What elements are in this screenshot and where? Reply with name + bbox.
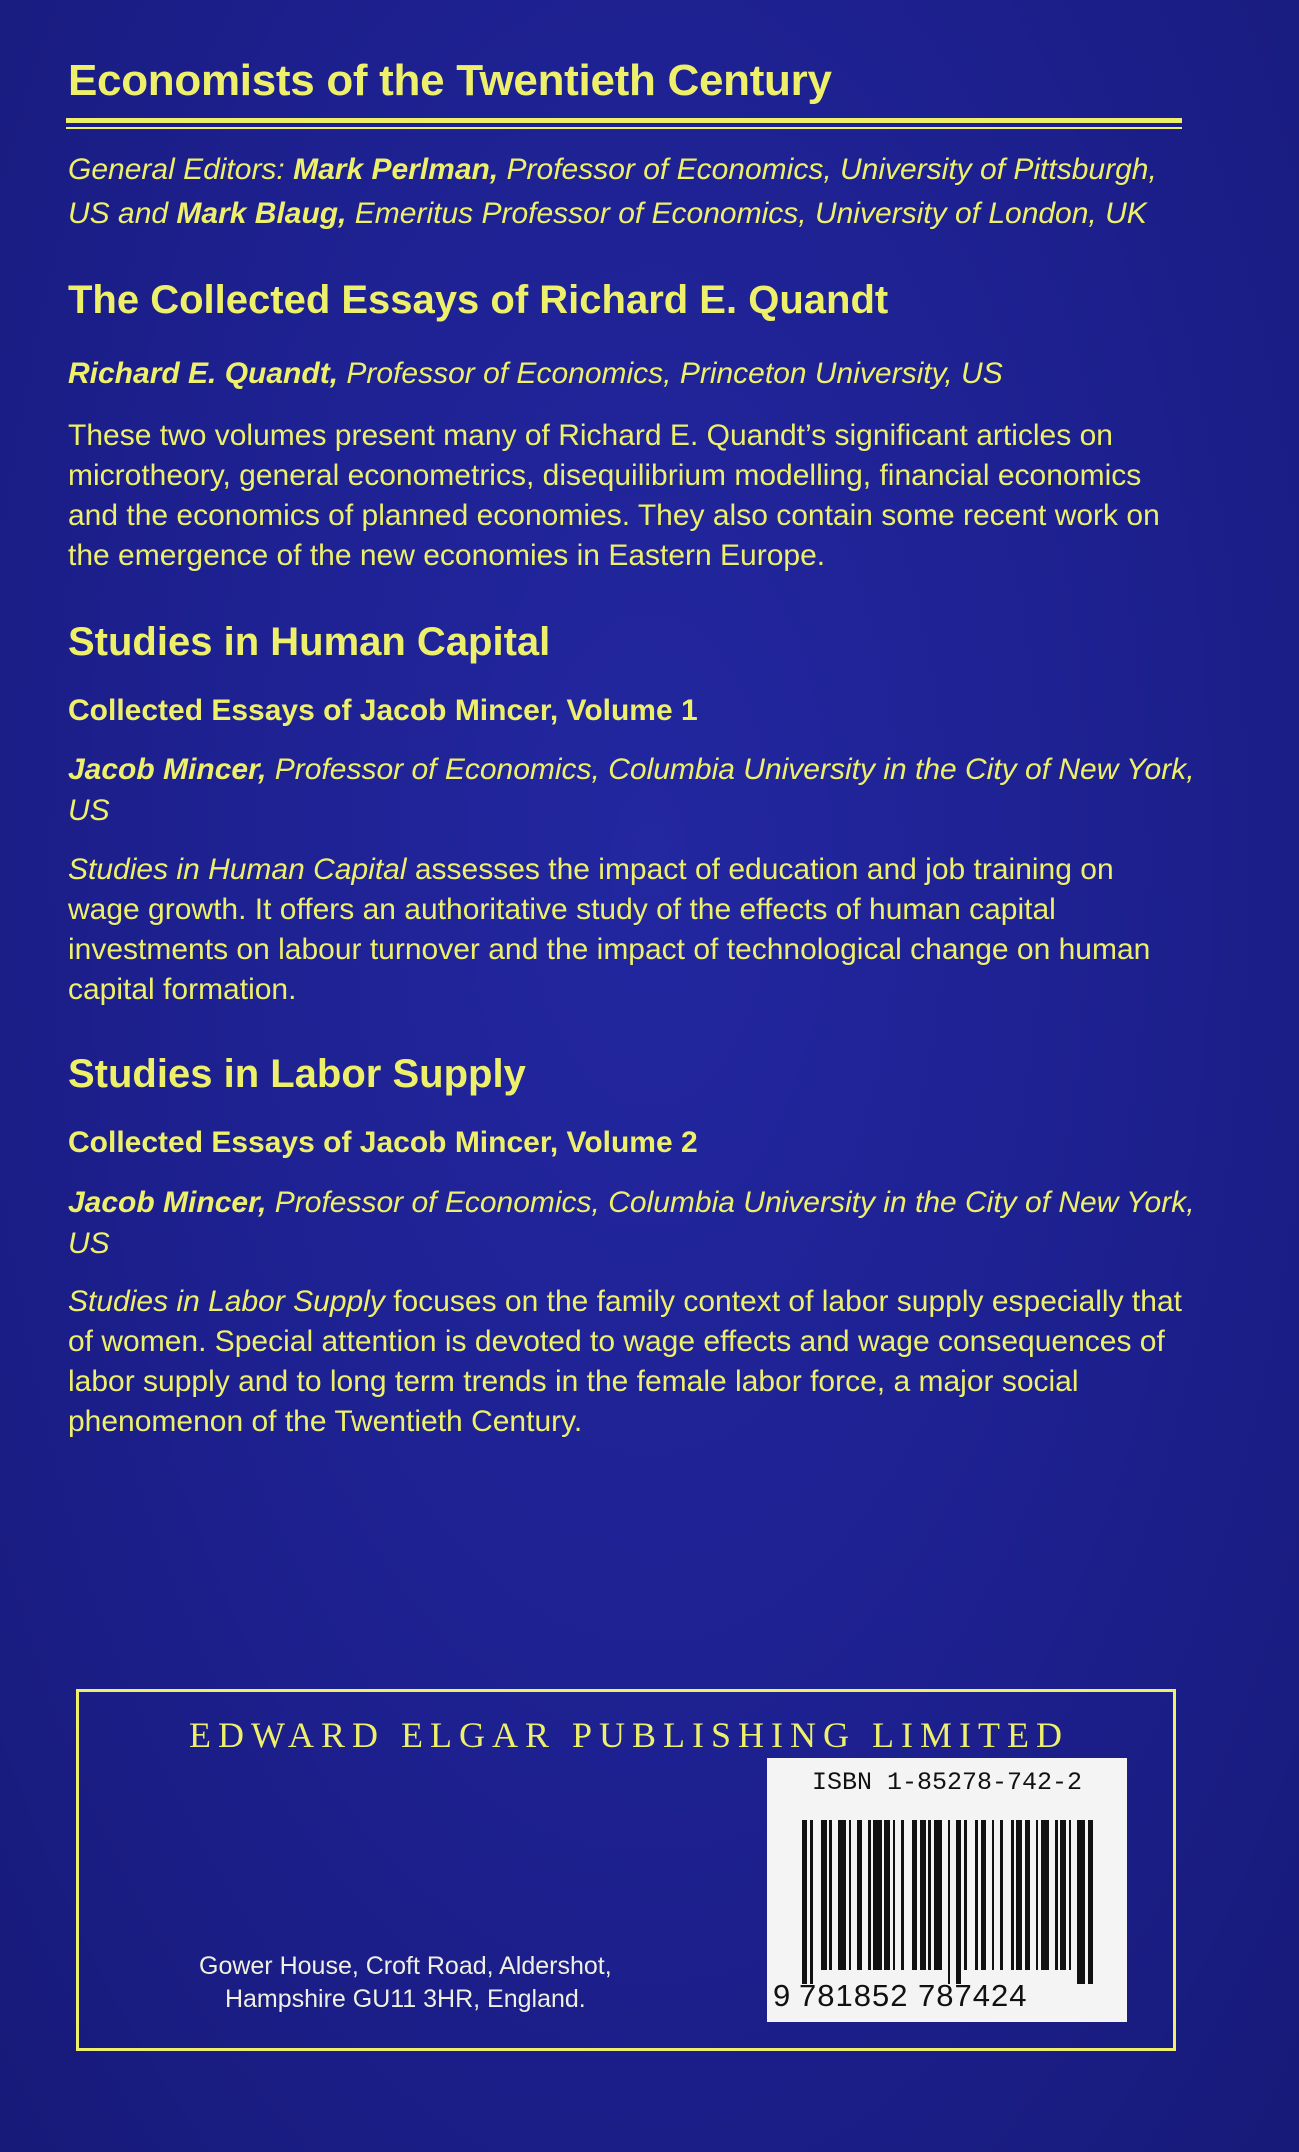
barcode-bar <box>992 1820 995 1970</box>
barcode-bar <box>893 1820 896 1970</box>
barcode-bar <box>1077 1820 1085 1984</box>
barcode-bar <box>1025 1820 1030 1970</box>
barcode-bar <box>901 1820 904 1970</box>
barcode-bar <box>838 1820 846 1970</box>
book-author <box>68 353 1198 394</box>
author-name: Jacob Mincer, <box>68 1186 267 1219</box>
description-text: focuses on the family context of labor supply especially that of women. Special attention is devoted to wage effects and wage consequences of labor supply and to long term trends in the female labor force, a major social phenomenon of the Twentieth Century. <box>68 1285 1182 1438</box>
barcode-bar <box>802 1820 807 1984</box>
barcode-bar <box>1055 1820 1058 1970</box>
author-name: Jacob Mincer, <box>68 753 267 786</box>
barcode-bar <box>821 1820 826 1970</box>
book-title: Studies in Labor Supply <box>68 1052 526 1096</box>
barcode-bar <box>956 1820 961 1984</box>
barcode-bar <box>1000 1820 1003 1970</box>
author-role: Professor of Economics, Columbia University in the City of New York, US <box>68 753 1195 827</box>
barcode-bar <box>849 1820 852 1970</box>
general-editors <box>68 148 1198 236</box>
series-rule <box>66 118 1182 123</box>
barcode-bar <box>884 1820 889 1970</box>
barcode-bar <box>857 1820 862 1970</box>
description-text: assesses the impact of education and job training on wage growth. It offers an authoritative study of the effects of human capital investments on labour turnover and the impact of technological change on human capital formation. <box>68 853 1151 1006</box>
description-italic-title: Studies in Human Capital <box>68 853 407 886</box>
book-author <box>68 749 1198 831</box>
barcode-bar <box>1069 1820 1072 1970</box>
book-description <box>68 850 1193 1010</box>
barcode-bar <box>810 1820 813 1984</box>
series-title: Economists of the Twentieth Century <box>68 56 832 105</box>
barcode-bar <box>981 1820 986 1970</box>
publisher-name: EDWARD ELGAR PUBLISHING LIMITED <box>189 1715 1069 1755</box>
barcode-bar <box>1036 1820 1039 1970</box>
publisher-box <box>76 1689 1176 2051</box>
book-title: Studies in Human Capital <box>68 620 551 664</box>
barcode-bar <box>912 1820 917 1970</box>
barcode-bar <box>1011 1820 1014 1970</box>
editor-name: Mark Perlman, <box>293 153 499 186</box>
editors-prefix: General Editors: <box>68 153 294 186</box>
barcode-digits <box>773 1978 1123 2014</box>
barcode-bar <box>920 1820 925 1970</box>
editor-role: Emeritus Professor of Economics, University of London, UK <box>346 197 1147 230</box>
barcode-bar <box>928 1820 931 1970</box>
barcode-bar <box>934 1820 942 1970</box>
book-author <box>68 1182 1198 1264</box>
barcode-lead-digit: 9 <box>773 1978 792 2013</box>
publisher-address <box>199 1950 612 2016</box>
barcode-bar <box>964 1820 967 1970</box>
editor-name: Mark Blaug, <box>176 197 347 230</box>
editor-role: Professor of Economics, University of Pittsburgh, US and <box>68 153 1157 230</box>
barcode-bar <box>829 1820 832 1970</box>
barcode-bar <box>975 1820 978 1970</box>
address-line: Gower House, Croft Road, Aldershot, <box>199 1952 612 1980</box>
book-subtitle: Collected Essays of Jacob Mincer, Volume 2 <box>68 1126 698 1159</box>
barcode-bar <box>1088 1820 1093 1984</box>
author-name: Richard E. Quandt, <box>68 357 339 390</box>
barcode-bar <box>1016 1820 1021 1970</box>
book-title: The Collected Essays of Richard E. Quandt <box>68 278 889 322</box>
barcode-bar <box>1060 1820 1065 1970</box>
barcode-bar <box>868 1820 871 1970</box>
book-subtitle: Collected Essays of Jacob Mincer, Volume 1 <box>68 694 698 727</box>
barcode-bar <box>873 1820 881 1970</box>
barcode-number: 781852 787424 <box>799 1978 1028 2013</box>
address-line: Hampshire GU11 3HR, England. <box>224 1985 586 2013</box>
series-rule-thin <box>66 127 1182 129</box>
author-role: Professor of Economics, Princeton University, US <box>338 357 1003 390</box>
book-description <box>68 1282 1193 1442</box>
book-description: These two volumes present many of Richard E. Quandt’s significant articles on microtheory, general econometrics, disequilibrium modelling, financial economics and the economics of planned economies. They also contain some recent work on the emergence of the new economies in Eastern Europe. <box>68 419 1160 572</box>
isbn-barcode-panel <box>767 1758 1127 2022</box>
isbn-number: ISBN 1-85278-742-2 <box>811 1768 1083 1797</box>
description-italic-title: Studies in Labor Supply <box>68 1285 385 1318</box>
author-role: Professor of Economics, Columbia University in the City of New York, US <box>68 1186 1195 1260</box>
barcode-bar <box>1041 1820 1049 1970</box>
barcode <box>802 1820 1096 1980</box>
barcode-bar <box>948 1820 951 1984</box>
